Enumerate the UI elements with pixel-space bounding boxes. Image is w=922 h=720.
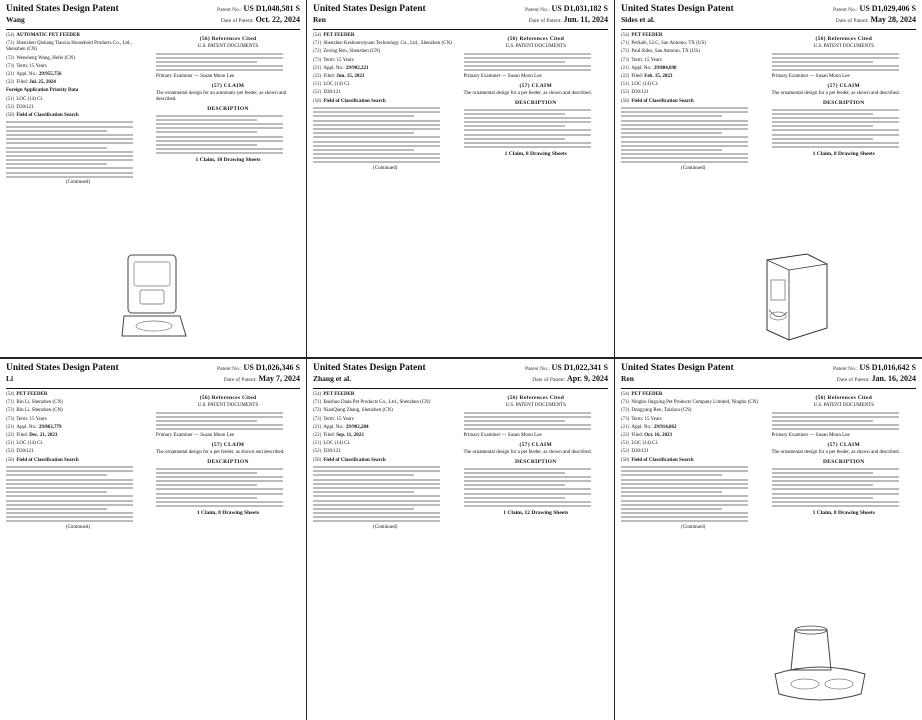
us-class: D30/121 (631, 449, 649, 455)
left-column: (54) PET FEEDER (71) PetSafe, LLC, San Antonio, TX (US) (72) Paul Sides, San Antonio, TX (US) (73) Term: 15 Years (21) Appl. No.: 29/884,698 (22) Filed: Feb. 15, 2023 (51) LOC (14) Cl. (52) D30/121 (58) Field of Classification Search (Continued) (621, 33, 766, 174)
us-docs-heading: U.S. PATENT DOCUMENTS (197, 403, 259, 409)
applicant: Ningbo Jingxing Pet Products Company Limited, Ningbo (CN) (631, 400, 759, 406)
patent-page (0, 0, 306, 357)
text-block (772, 468, 917, 508)
right-column (464, 33, 609, 174)
claim-text: The ornamental design for an automatic pet feeder, as shown and described. (156, 90, 287, 103)
term-label: Term: (323, 57, 336, 63)
claim-text: The ornamental design for a pet feeder, as shown and described. (463, 90, 592, 96)
term-label: Term: (631, 416, 644, 422)
right-column (772, 33, 917, 174)
design-name: PET FEEDER (631, 392, 663, 397)
inventor-name: Wang (6, 15, 25, 24)
term-label: Term: (16, 63, 29, 69)
filed-date: Oct. 16, 2023 (644, 433, 673, 439)
inventor-name: Sides et al. (621, 15, 655, 24)
patent-page (307, 359, 614, 720)
patent-number: US D1,022,341 S (551, 363, 608, 372)
term-value: 15 Years (29, 416, 47, 422)
references-heading: (56) References Cited (815, 395, 873, 401)
filed-label: Filed: (323, 74, 336, 80)
text-block (464, 412, 609, 431)
claim-text: The ornamental design for a pet feeder, as shown and described. (156, 449, 285, 455)
design-name: PET FEEDER (16, 392, 48, 397)
design-name: PET FEEDER (323, 33, 355, 38)
inventors: Wensheng Wang, Hefei (CN) (16, 55, 75, 61)
design-name: PET FEEDER (631, 33, 663, 38)
us-docs-heading: U.S. PATENT DOCUMENTS (505, 44, 567, 50)
description-heading: DESCRIPTION (822, 459, 865, 466)
label-date: Date of Patent: (528, 18, 562, 24)
inventor-name: Ren (313, 15, 326, 24)
references-heading: (56) References Cited (199, 395, 257, 401)
description-heading: DESCRIPTION (514, 459, 557, 466)
continued-label: (Continued) (65, 524, 91, 530)
patent-date: Apr. 9, 2024 (566, 374, 608, 383)
us-class: D30/121 (323, 90, 341, 96)
inventors: Paul Sides, San Antonio, TX (US) (631, 49, 700, 55)
appl-number: 29/914,862 (653, 424, 677, 430)
filed-label: Filed: (16, 80, 29, 86)
left-column: (54) AUTOMATIC PET FEEDER (71) Shenzhen Qishang Tianxia Household Products Co., Ltd., Shenzhen (CN) (72) Wensheng Wang, Hefei (CN) (73) Term: 15 Years (21) Appl. No.: 29/955,756 (22) Filed: Jul. 25, 2024 Foreign Application Priority Data (51) LOC (14) Cl. (52) D30/121 (58) Field of Classification Search (Continued) (6, 33, 150, 188)
appl-label: Appl. No.: (323, 424, 345, 430)
examiner: Primary Examiner — Susan Moon Lee (156, 432, 235, 438)
term-value: 15 Years (644, 57, 662, 63)
us-class: D30/121 (323, 449, 341, 455)
drawing-container (755, 250, 835, 355)
patent-page (615, 0, 922, 357)
patent-header (313, 363, 608, 385)
us-docs-heading: U.S. PATENT DOCUMENTS (813, 403, 875, 409)
continued-label: (Continued) (681, 165, 706, 171)
patent-header (313, 4, 608, 26)
term-value: 15 Years (29, 63, 47, 69)
filed-label: Filed: (323, 433, 336, 439)
filed-date: Jun. 15, 2023 (336, 74, 365, 80)
field-search-label: Field of Classification Search (323, 457, 386, 463)
patent-page (615, 359, 922, 720)
text-block (313, 107, 458, 163)
text-block (156, 115, 300, 155)
applicant: Baishuo Dada Pet Products Co., Ltd., Shenzhen (CN) (323, 400, 431, 406)
claims-summary: 1 Claim, 8 Drawing Sheets (504, 151, 567, 158)
references-heading: (56) References Cited (507, 395, 565, 401)
examiner: Primary Examiner — Susan Moon Lee (771, 73, 850, 79)
claim-heading: (57) CLAIM (519, 82, 552, 89)
inventors: Zexing Ren, Shenzhen (CN) (323, 49, 381, 55)
appl-number: 29/902,221 (345, 65, 369, 71)
field-search-label: Field of Classification Search (16, 457, 79, 463)
patent-date: Oct. 22, 2024 (255, 15, 300, 24)
inventors: Dongyang Ren, Taizhou (CN) (631, 408, 692, 414)
text-block (772, 412, 917, 431)
patent-header (6, 4, 300, 26)
locarno-class: LOC (14) Cl. (631, 441, 659, 447)
field-search-label: Field of Classification Search (631, 457, 694, 463)
filed-date: Sep. 11, 2023 (336, 433, 364, 439)
patent-number: US D1,031,182 S (551, 4, 608, 13)
us-class: D30/121 (16, 104, 34, 110)
examiner: Primary Examiner — Susan Moon Lee (463, 73, 542, 79)
patent-number: US D1,026,346 S (243, 363, 300, 372)
continued-label: (Continued) (373, 165, 398, 171)
label-date: Date of Patent: (223, 377, 257, 383)
right-column (156, 33, 300, 188)
continued-label: (Continued) (65, 180, 91, 186)
patent-number: US D1,029,406 S (859, 4, 916, 13)
inventor-name: Li (6, 374, 14, 383)
continued-label: (Continued) (681, 524, 706, 530)
claim-text: The ornamental design for a pet feeder, as shown and described. (771, 449, 900, 455)
inventors: XiaoQiang Zhang, Shenzhen (CN) (323, 408, 393, 414)
left-column: (54) PET FEEDER (71) Bin Li, Shenzhen (CN) (72) Bin Li, Shenzhen (CN) (73) Term: 15 Years (21) Appl. No.: 29/863,779 (22) Filed: Dec. 21, 2023 (51) LOC (14) Cl. (52) D30/121 (58) Field of Classification Search (Continued) (6, 392, 150, 533)
patent-header (621, 363, 916, 385)
text-block (621, 107, 766, 163)
applicant: Shenzhen Qishang Tianxia Household Products Co., Ltd., Shenzhen (CN) (6, 41, 132, 53)
text-block (464, 109, 609, 149)
claims-summary: 1 Claim, 8 Drawing Sheets (812, 151, 875, 158)
feeder-drawing (755, 250, 835, 350)
claims-summary: 1 Claim, 8 Drawing Sheets (196, 510, 260, 517)
term-value: 15 Years (644, 416, 662, 422)
inventor-name: Zhang et al. (313, 374, 352, 383)
patent-date: Jan. 16, 2024 (871, 374, 916, 383)
patent-title: United States Design Patent (6, 4, 119, 14)
patent-header (621, 4, 916, 26)
filed-label: Filed: (631, 74, 644, 80)
applicant: Shenzhen Keshuoruiyuan Technology Co., Ltd., Shenzhen (CN) (323, 41, 452, 47)
drawing-container (765, 624, 875, 714)
filed-date: Jul. 25, 2024 (29, 80, 56, 86)
claim-heading: (57) CLAIM (211, 441, 245, 448)
text-block (621, 466, 766, 522)
examiner: Primary Examiner — Susan Moon Lee (463, 432, 542, 438)
references-heading: (56) References Cited (815, 36, 873, 42)
applicant: Bin Li, Shenzhen (CN) (16, 400, 63, 406)
patent-date: May 7, 2024 (258, 374, 300, 383)
patent-title: United States Design Patent (6, 363, 119, 373)
left-column: (54) PET FEEDER (71) Shenzhen Keshuoruiyuan Technology Co., Ltd., Shenzhen (CN) (72) Zexing Ren, Shenzhen (CN) (73) Term: 15 Years (21) Appl. No.: 29/902,221 (22) Filed: Jun. 15, 2023 (51) LOC (14) Cl. (52) D30/121 (58) Field of Classification Search (Continued) (313, 33, 458, 174)
text-block (464, 468, 609, 508)
foreign-priority: Foreign Application Priority Data (6, 88, 79, 94)
left-column: (54) PET FEEDER (71) Ningbo Jingxing Pet Products Company Limited, Ningbo (CN) (72) Dongyang Ren, Taizhou (CN) (73) Term: 15 Years (21) Appl. No.: 29/914,862 (22) Filed: Oct. 16, 2023 (51) LOC (14) Cl. (52) D30/121 (58) Field of Classification Search (Continued) (621, 392, 766, 533)
term-value: 15 Years (336, 57, 354, 63)
text-block (156, 412, 300, 431)
feeder-drawing (120, 250, 190, 345)
patent-number: US D1,016,642 S (859, 363, 916, 372)
field-search-label: Field of Classification Search (323, 98, 386, 104)
locarno-class: LOC (14) Cl. (16, 441, 44, 447)
appl-number: 29/884,698 (653, 65, 677, 71)
appl-label: Appl. No.: (323, 65, 345, 71)
label-patent-no: Patent No.: (525, 366, 550, 372)
drawing-container (120, 250, 190, 350)
claims-summary: 1 Claim, 12 Drawing Sheets (503, 510, 569, 517)
label-date: Date of Patent: (220, 18, 254, 24)
references-heading: (56) References Cited (507, 36, 565, 42)
text-block (156, 53, 300, 72)
patent-number: US D1,048,581 S (243, 4, 300, 13)
patent-header (6, 363, 300, 385)
locarno-class: LOC (14) Cl. (323, 441, 351, 447)
text-block (156, 468, 300, 508)
label-patent-no: Patent No.: (833, 366, 858, 372)
left-column: (54) PET FEEDER (71) Baishuo Dada Pet Products Co., Ltd., Shenzhen (CN) (72) XiaoQiang Zhang, Shenzhen (CN) (73) Term: 15 Years (21) Appl. No.: 29/902,284 (22) Filed: Sep. 11, 2023 (51) LOC (14) Cl. (52) D30/121 (58) Field of Classification Search (Continued) (313, 392, 458, 533)
filed-label: Filed: (631, 433, 644, 439)
claim-text: The ornamental design for a pet feeder, as shown and described. (771, 90, 900, 96)
text-block (313, 466, 458, 522)
term-label: Term: (323, 416, 336, 422)
patent-title: United States Design Patent (621, 363, 734, 373)
claims-summary: 1 Claim, 8 Drawing Sheets (812, 510, 875, 517)
appl-label: Appl. No.: (16, 424, 38, 430)
claim-heading: (57) CLAIM (827, 441, 860, 448)
label-date: Date of Patent: (836, 377, 870, 383)
claim-heading: (57) CLAIM (211, 82, 245, 89)
appl-number: 29/955,756 (38, 72, 62, 78)
references-heading: (56) References Cited (199, 36, 257, 42)
appl-label: Appl. No.: (631, 65, 653, 71)
applicant: PetSafe, LLC, San Antonio, TX (US) (631, 41, 706, 47)
filed-label: Filed: (16, 433, 29, 439)
description-heading: DESCRIPTION (207, 106, 249, 113)
right-column (464, 392, 609, 533)
feeder-drawing (765, 624, 875, 709)
us-docs-heading: U.S. PATENT DOCUMENTS (813, 44, 875, 50)
patent-date: Jun. 11, 2024 (563, 15, 608, 24)
field-search-label: Field of Classification Search (16, 113, 79, 119)
locarno-class: LOC (14) Cl. (323, 82, 351, 88)
text-block (6, 466, 150, 522)
design-name: AUTOMATIC PET FEEDER (16, 33, 80, 38)
text-block (464, 53, 609, 72)
design-name: PET FEEDER (323, 392, 355, 397)
description-heading: DESCRIPTION (514, 100, 557, 107)
claims-summary: 1 Claim, 10 Drawing Sheets (195, 157, 261, 164)
label-date: Date of Patent: (532, 377, 566, 383)
text-block (772, 53, 917, 72)
continued-label: (Continued) (373, 524, 398, 530)
patent-date: May 28, 2024 (870, 15, 916, 24)
inventor-name: Ren (621, 374, 634, 383)
locarno-class: LOC (14) Cl. (631, 82, 659, 88)
right-column (772, 392, 917, 533)
appl-label: Appl. No.: (16, 72, 38, 78)
label-date: Date of Patent: (835, 18, 869, 24)
us-class: D30/121 (631, 90, 649, 96)
claim-text: The ornamental design for a pet feeder, as shown and described. (463, 449, 592, 455)
inventors: Bin Li, Shenzhen (CN) (16, 408, 63, 414)
field-search-label: Field of Classification Search (631, 98, 694, 104)
claim-heading: (57) CLAIM (827, 82, 860, 89)
patent-title: United States Design Patent (621, 4, 734, 14)
term-label: Term: (16, 416, 29, 422)
description-heading: DESCRIPTION (822, 100, 865, 107)
patent-title: United States Design Patent (313, 363, 426, 373)
patent-page (307, 0, 614, 357)
locarno-class: LOC (14) Cl. (16, 96, 44, 102)
text-block (772, 109, 917, 149)
appl-label: Appl. No.: (631, 424, 653, 430)
us-docs-heading: U.S. PATENT DOCUMENTS (505, 403, 567, 409)
examiner: Primary Examiner — Susan Moon Lee (156, 73, 235, 79)
term-value: 15 Years (336, 416, 354, 422)
filed-date: Dec. 21, 2023 (29, 433, 58, 439)
right-column (156, 392, 300, 533)
us-class: D30/121 (16, 449, 34, 455)
label-patent-no: Patent No.: (217, 7, 242, 13)
claim-heading: (57) CLAIM (519, 441, 552, 448)
filed-date: Feb. 15, 2023 (644, 74, 673, 80)
patent-page (0, 359, 306, 720)
label-patent-no: Patent No.: (217, 366, 242, 372)
appl-number: 29/902,284 (345, 424, 369, 430)
us-docs-heading: U.S. PATENT DOCUMENTS (197, 44, 259, 50)
description-heading: DESCRIPTION (207, 459, 249, 466)
appl-number: 29/863,779 (38, 424, 62, 430)
label-patent-no: Patent No.: (525, 7, 550, 13)
text-block (6, 121, 150, 177)
term-label: Term: (631, 57, 644, 63)
examiner: Primary Examiner — Susan Moon Lee (771, 432, 850, 438)
patent-title: United States Design Patent (313, 4, 426, 14)
label-patent-no: Patent No.: (833, 7, 858, 13)
